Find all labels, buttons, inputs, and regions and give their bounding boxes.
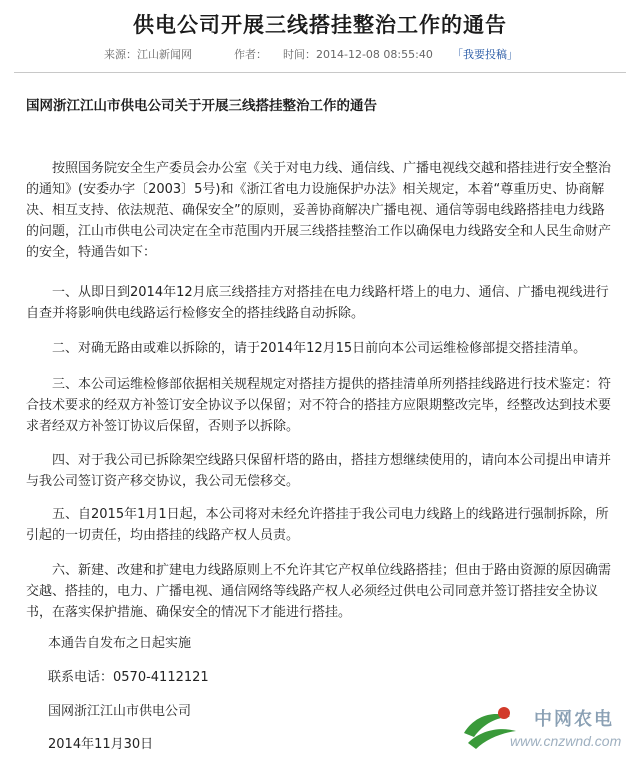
watermark-url: www.cnzwnd.com [510,733,622,749]
notice-item-5: 五、自2015年1月1日起，本公司将对未经允许搭挂于我公司电力线路上的线路进行强制拆除，所引起的一切责任，均由搭挂的线路产权人员责。 [26,507,609,543]
header-divider [14,72,626,73]
notice-item-6: 六、新建、改建和扩建电力线路原则上不允许其它产权单位线路搭挂；但由于路由资源的原因确需交越、搭挂的，电力、广播电视、通信网络等线路产权人必须经过供电公司同意并签订搭挂安全协议书，在落实保护措施、确保安全的情况下才能进行搭挂。 [26,563,612,620]
watermark-name: 中网农电 [534,709,614,730]
submit-article-link[interactable]: 「我要投稿」 [452,48,518,61]
notice-phone: 联系电话：0570-4112121 [48,670,209,685]
site-watermark [452,697,640,761]
notice-item-2: 二、对确无路由或难以拆除的，请于2014年12月15日前向本公司运维检修部提交搭挂清单。 [52,341,587,356]
notice-heading: 国网浙江江山市供电公司关于开展三线搭挂整治工作的通告 [26,98,377,114]
notice-intro: 按照国务院安全生产委员会办公室《关于对电力线、通信线、广播电视线交越和搭挂进行安全整治的通知》(安委办字〔2003〕5号)和《浙江省电力设施保护办法》相关规定，本着“尊重历史、协商解决、相互支持、依法规范、确保安全”的原则，妥善协商解决广播电视、通信等弱电线路搭挂电力线路的问题，江山市供电公司决定在全市范围内开展三线搭挂整治工作以确保电力线路安全和人民生命财产的安全，特通告如下： [26,161,612,260]
page-title: 供电公司开展三线搭挂整治工作的通告 [133,13,507,37]
article-source: 来源：江山新闻网 [104,48,192,61]
notice-item-1: 一、从即日到2014年12月底三线搭挂方对搭挂在电力线路杆塔上的电力、通信、广播电视线进行自查并将影响供电线路运行检修安全的搭挂线路自动拆除。 [26,285,609,321]
notice-item-3: 三、本公司运维检修部依据相关规程规定对搭挂方提供的搭挂清单所列搭挂线路进行技术鉴定：符合技术要求的经双方补签订安全协议予以保留；对不符合的搭挂方应限期整改完毕，经整改达到技术要求者经双方补签订协议后保留，否则予以拆除。 [26,377,612,434]
notice-date: 2014年11月30日 [48,737,154,752]
notice-signature: 国网浙江江山市供电公司 [48,704,192,719]
article-time: 时间：2014-12-08 08:55:40 [283,48,433,61]
article-meta [0,46,640,64]
notice-effective: 本通告自发布之日起实施 [48,636,192,651]
notice-item-4: 四、对于我公司已拆除架空线路只保留杆塔的路由，搭挂方想继续使用的，请向本公司提出申请并与我公司签订资产移交协议，我公司无偿移交。 [26,453,612,489]
article-author: 作者： [234,48,267,61]
